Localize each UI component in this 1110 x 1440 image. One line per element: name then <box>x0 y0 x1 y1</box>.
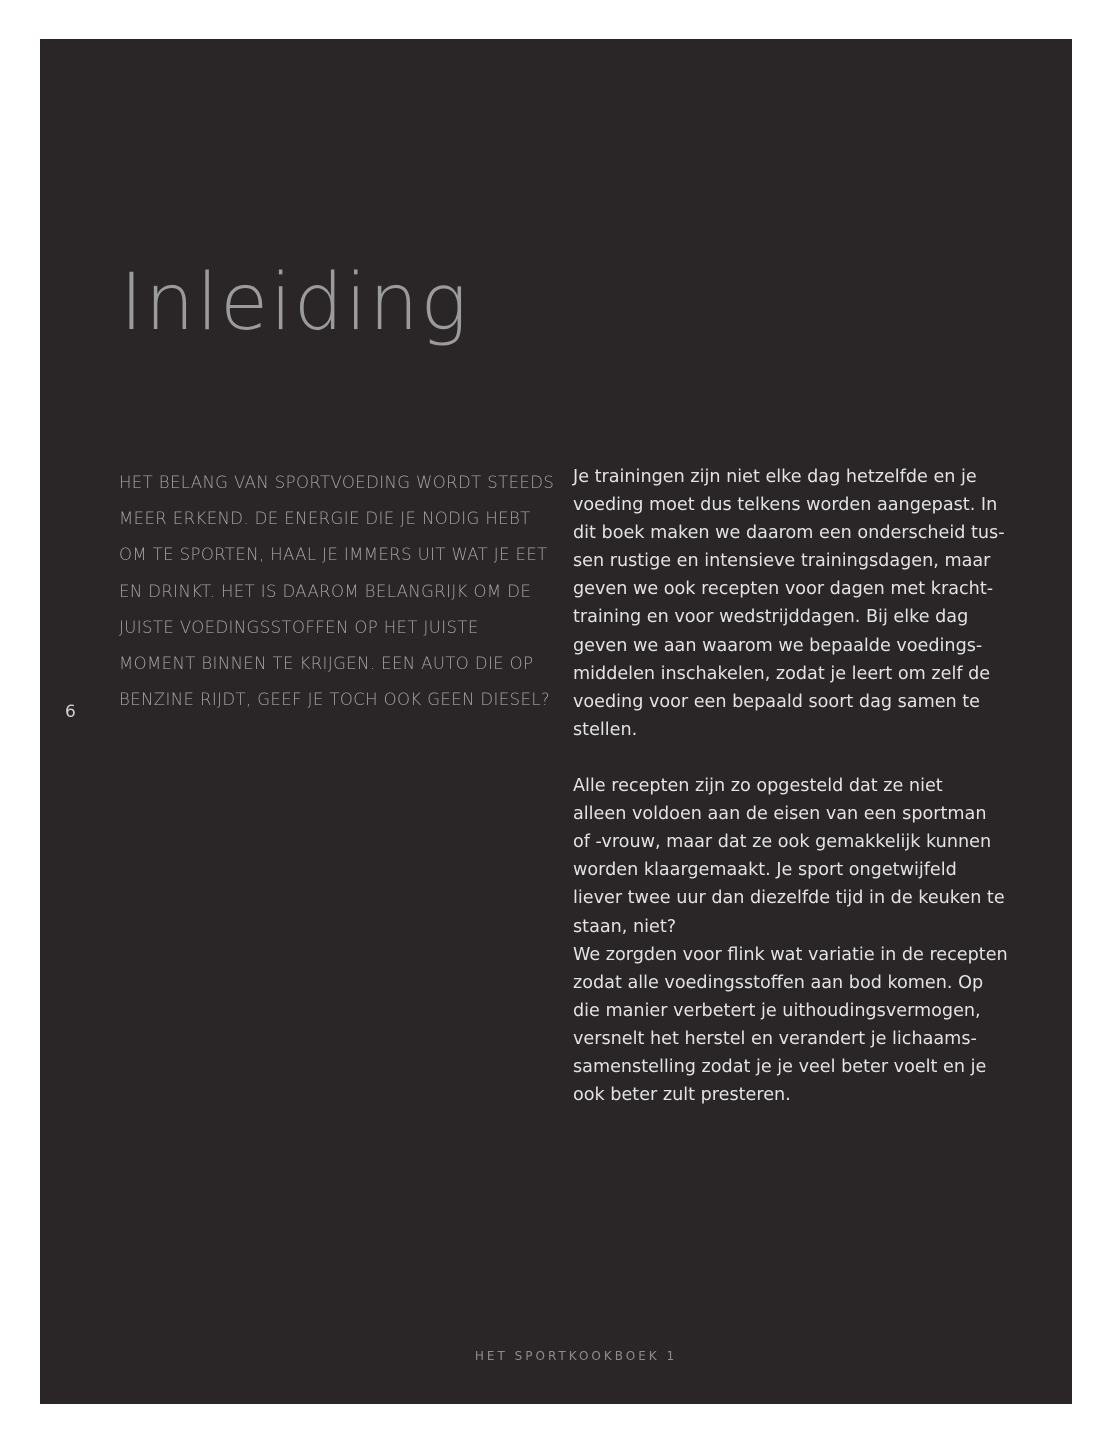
page-number: 6 <box>65 702 76 722</box>
body-paragraph: Je trainingen zijn niet elke dag hetzelfde en je voeding moet dus telkens worden aangepast. In dit boek maken we daarom een onderscheid tus- sen rustige en intensieve trainingsdagen, maar geven we ook recepten voor dagen met kracht- training en voor wedstrijddagen. Bij elke dag geven we aan waarom we bepaalde voedings- middelen inschakelen, zodat je leert om zelf de voeding voor een bepaald soort dag samen te stellen. <box>573 467 1005 740</box>
body-paragraph: Alle recepten zijn zo opgesteld dat ze niet alleen voldoen aan de eisen van een sportman of -vrouw, maar dat ze ook gemakkelijk kunnen worden klaargemaakt. Je sport ongetwijfeld liever twee uur dan diezelfde tijd in de keuken te staan, niet? <box>573 776 1005 937</box>
running-footer: HET SPORTKOOKBOEK 1 <box>474 1349 678 1363</box>
body-column <box>573 463 1013 1109</box>
page-title: Inleiding <box>120 258 470 348</box>
body-paragraph: We zorgden voor flink wat variatie in de recepten zodat alle voedingsstoffen aan bod komen. Op die manier verbetert je uithoudingsvermogen, versnelt het herstel en verandert je lichaams- samenstelling zodat je je veel beter voelt en je ook beter zult presteren. <box>573 944 1008 1106</box>
intro-text: HET BELANG VAN SPORTVOEDING WORDT STEEDS MEER ERKEND. DE ENERGIE DIE JE NODIG HEBT OM TE SPORTEN, HAAL JE IMMERS UIT WAT JE EET EN DRINKT. HET IS DAAROM BELANGRIJK OM DE JUISTE VOEDINGSSTOFFEN OP HET JUISTE MOMENT BINNEN TE KRIJGEN. EEN AUTO DIE OP BENZINE RIJDT, GEEF JE TOCH OOK GEEN DIESEL? <box>119 473 555 710</box>
book-page <box>40 39 1072 1404</box>
